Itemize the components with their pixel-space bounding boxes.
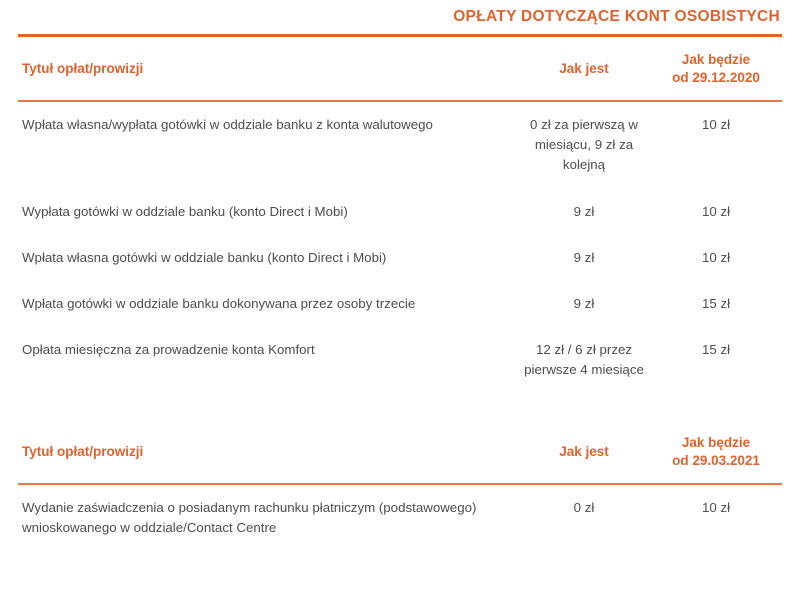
fee-future-value: 10 zł bbox=[701, 249, 731, 265]
column-header-future-line2: od 29.03.2021 bbox=[672, 452, 760, 468]
page-title: OPŁATY DOTYCZĄCE KONT OSOBISTYCH bbox=[453, 8, 780, 25]
fee-table-section-1 bbox=[18, 37, 782, 100]
fee-title: Wpłata gotówki w oddziale banku dokonywana przez osoby trzecie bbox=[22, 296, 416, 312]
fee-title: Wpłata własna/wypłata gotówki w oddziale banku z konta walutowego bbox=[22, 117, 433, 133]
fee-current-value: 0 zł za pierwszą w miesiącu, 9 zł za kolejną bbox=[530, 117, 638, 173]
table-row bbox=[18, 281, 782, 327]
fee-future-value: 10 zł bbox=[701, 203, 731, 219]
table-row bbox=[18, 327, 782, 393]
column-header-fee-title: Tytuł opłat/prowizji bbox=[22, 60, 144, 76]
fee-current-value: 9 zł bbox=[573, 249, 595, 265]
fee-future-value: 10 zł bbox=[701, 117, 731, 133]
column-header-future-line1: Jak będzie bbox=[681, 434, 751, 450]
table-header-section-2 bbox=[18, 420, 782, 483]
fee-future-value: 15 zł bbox=[701, 342, 731, 358]
fee-future-value: 15 zł bbox=[701, 296, 731, 312]
fee-current-value: 12 zł / 6 zł przez pierwsze 4 miesiące bbox=[524, 342, 644, 378]
table-row bbox=[18, 189, 782, 235]
column-header-future-line1: Jak będzie bbox=[681, 51, 751, 67]
fee-table-body-section-2 bbox=[18, 485, 782, 551]
table-row bbox=[18, 485, 782, 551]
table-row bbox=[18, 235, 782, 281]
fee-title: Wydanie zaświadczenia o posiadanym rachunku płatniczym (podstawowego) wnioskowanego w oddziale/Contact Centre bbox=[22, 500, 477, 536]
table-row bbox=[18, 102, 782, 189]
column-header-current: Jak jest bbox=[559, 443, 609, 459]
fee-current-value: 9 zł bbox=[573, 203, 595, 219]
table-header-section-1 bbox=[18, 37, 782, 100]
column-header-fee-title: Tytuł opłat/prowizji bbox=[22, 443, 144, 459]
section-spacer bbox=[18, 394, 782, 420]
table-header-row bbox=[18, 420, 782, 483]
column-header-future bbox=[650, 420, 782, 483]
column-header-future-line2: od 29.12.2020 bbox=[672, 69, 760, 85]
column-header-future bbox=[650, 37, 782, 100]
column-header-current: Jak jest bbox=[559, 60, 609, 76]
fee-future-value: 10 zł bbox=[701, 500, 731, 516]
fee-title: Wpłata własna gotówki w oddziale banku (konto Direct i Mobi) bbox=[22, 249, 387, 265]
fee-current-value: 9 zł bbox=[573, 296, 595, 312]
fee-table-section-2 bbox=[18, 420, 782, 483]
fee-current-value: 0 zł bbox=[573, 500, 595, 516]
fee-title: Wypłata gotówki w oddziale banku (konto Direct i Mobi) bbox=[22, 203, 348, 219]
fee-title: Opłata miesięczna za prowadzenie konta Komfort bbox=[22, 342, 315, 358]
table-header-row bbox=[18, 37, 782, 100]
fee-table-body-section-1 bbox=[18, 102, 782, 394]
